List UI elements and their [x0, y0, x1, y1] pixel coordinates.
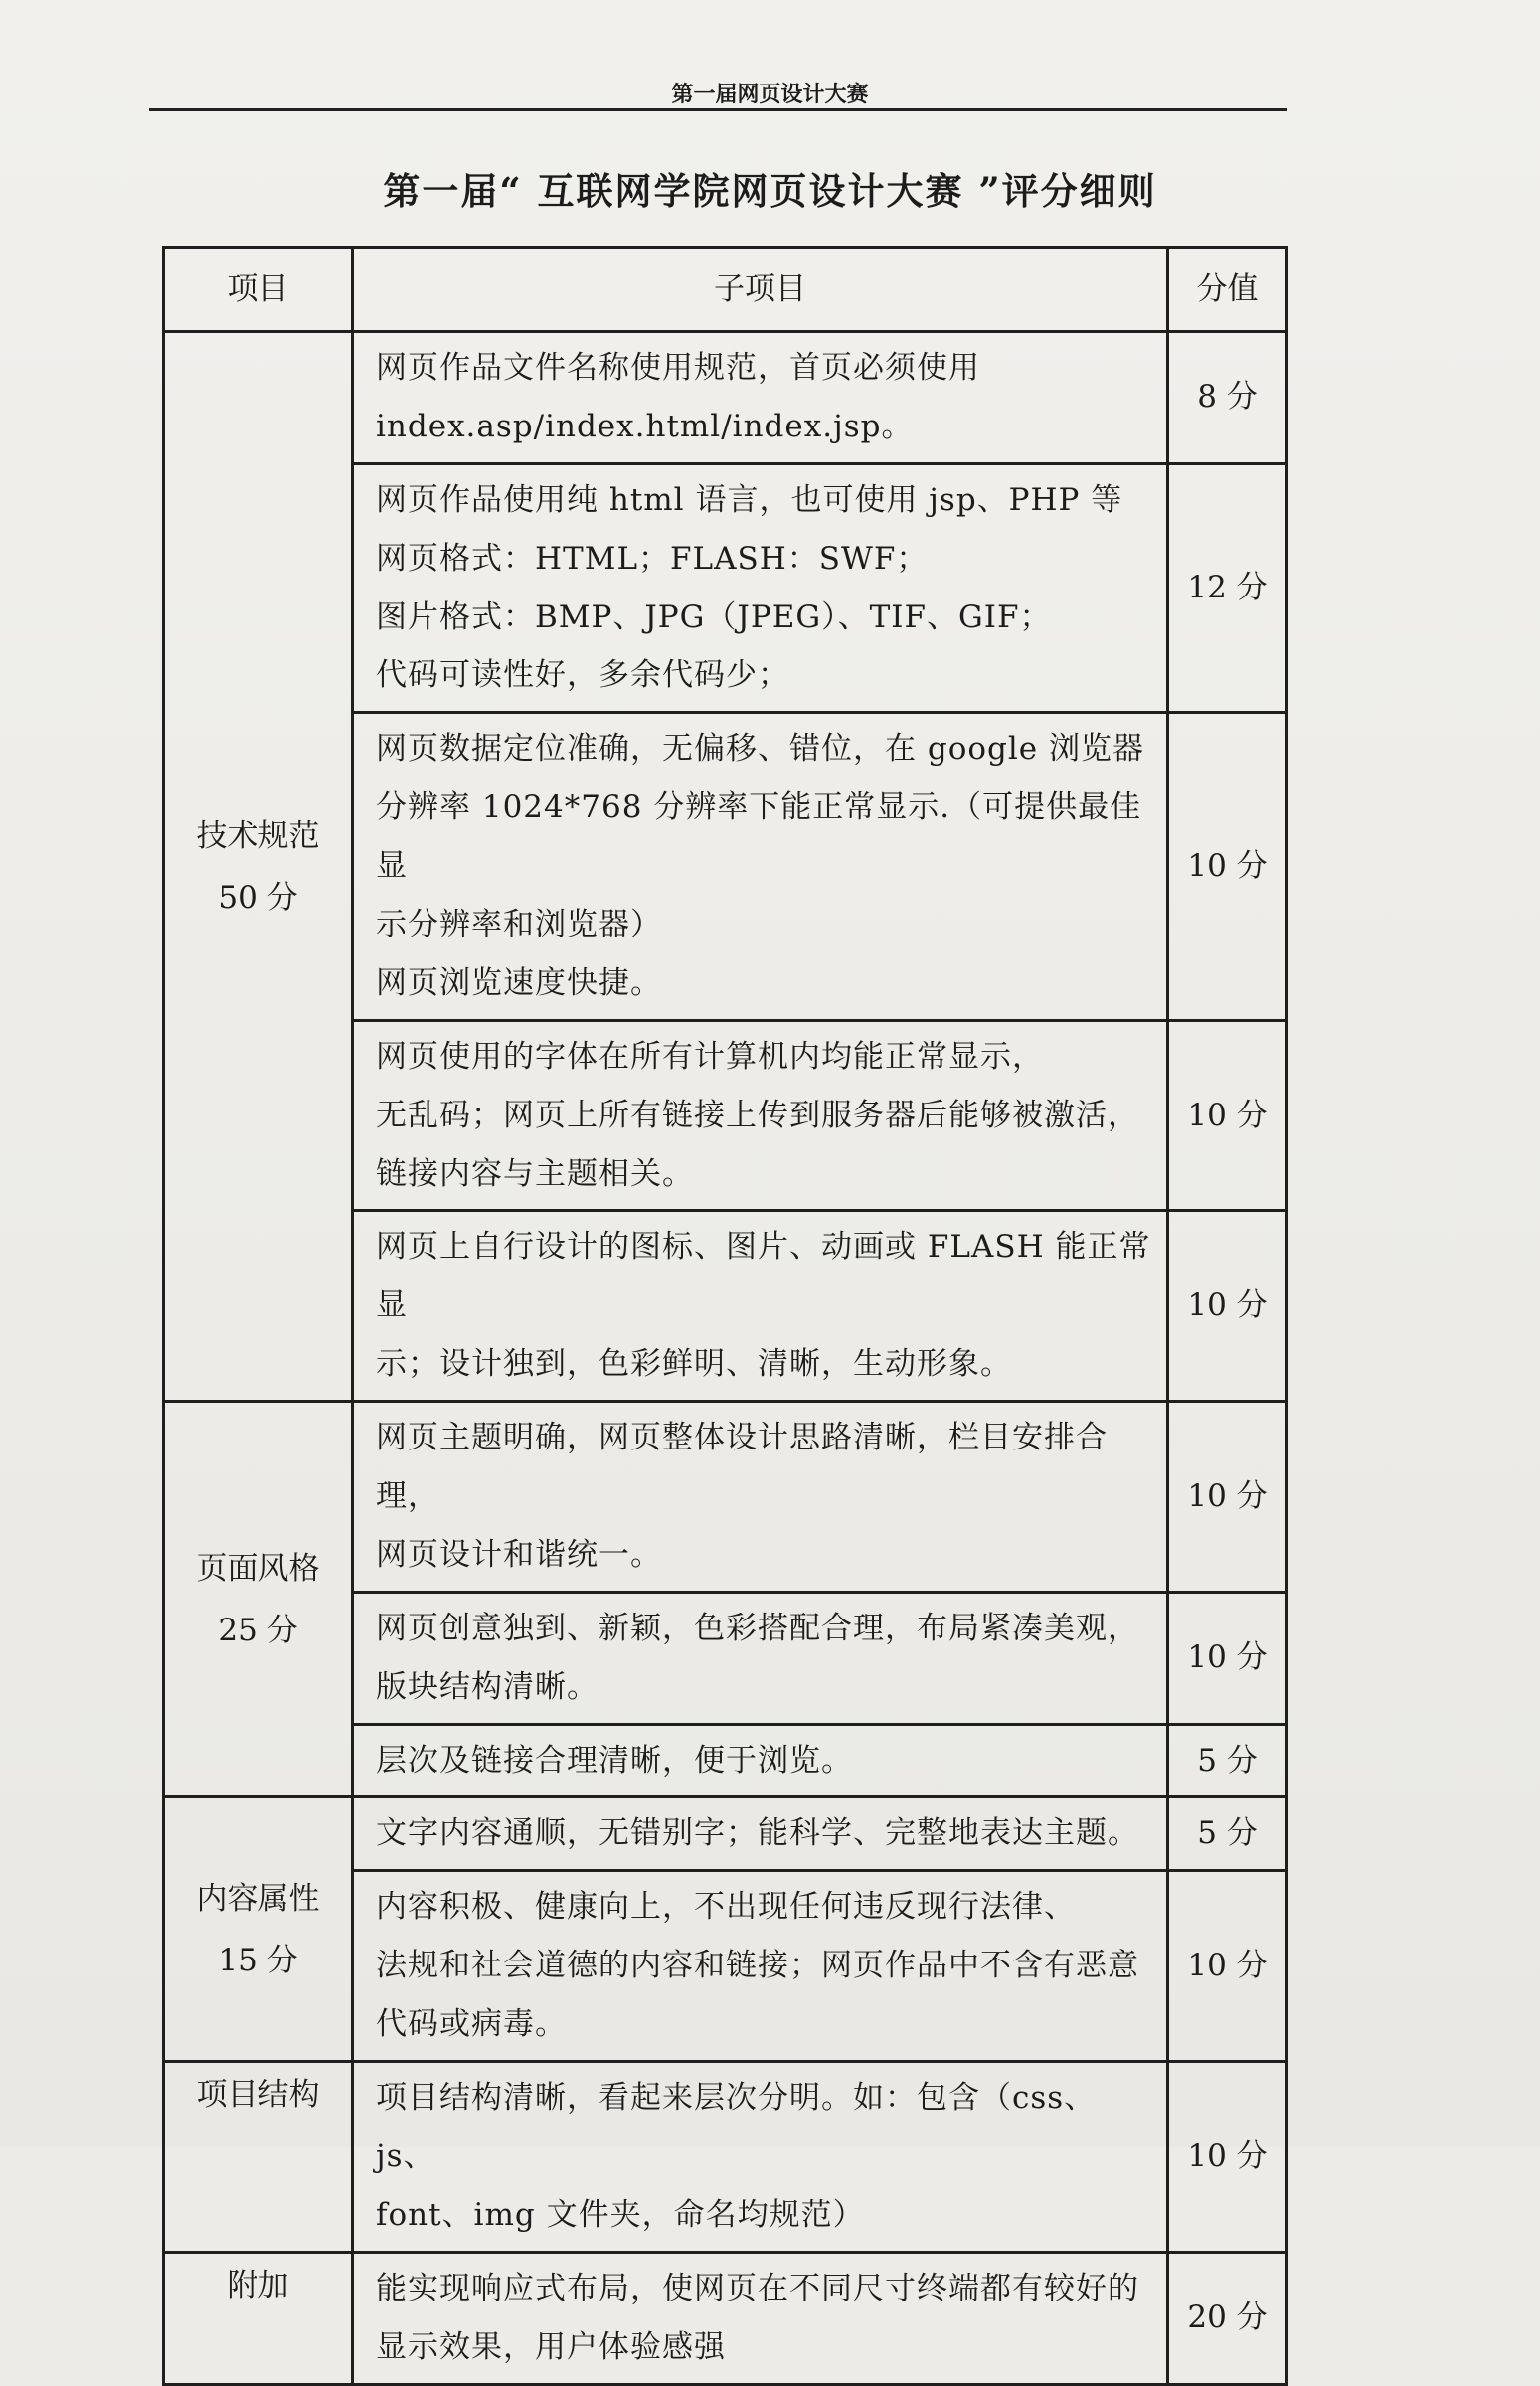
column-header-score: 分值 [1168, 248, 1287, 332]
subitem-text-line: 法规和社会道德的内容和链接；网页作品中不含有恶意 [376, 1948, 1139, 1984]
subitem-text-line: 能实现响应式布局，使网页在不同尺寸终端都有较好的 [376, 2270, 1139, 2306]
subitem-text-line: 无乱码；网页上所有链接上传到服务器后能够被激活， [376, 1097, 1139, 1133]
score-cell: 10 分 [1168, 1871, 1287, 2062]
table-header [164, 248, 1287, 332]
subitem-text-line: 版块结构清晰。 [376, 1668, 599, 1705]
header-rule [149, 108, 1287, 111]
subitem-text-line: 网页设计和谐统一。 [376, 1536, 662, 1573]
subitem-cell [353, 463, 1168, 713]
subitem-cell [353, 1211, 1168, 1402]
score-cell: 20 分 [1168, 2252, 1287, 2384]
document-title: 第一届“ 互联网学院网页设计大赛 ”评分细则 [383, 169, 1157, 213]
category-name: 页面风格 [196, 1550, 320, 1587]
subitem-text-line: 层次及链接合理清晰，便于浏览。 [376, 1742, 853, 1779]
score-cell: 5 分 [1168, 1797, 1287, 1871]
table-row [164, 1797, 1287, 1871]
subitem-cell [353, 332, 1168, 464]
column-header-subitem: 子项目 [353, 248, 1168, 332]
table-row [164, 2062, 1287, 2253]
table-header-row [164, 248, 1287, 332]
subitem-cell [353, 1797, 1168, 1871]
category-cell [164, 332, 353, 1402]
category-points: 25 分 [218, 1612, 298, 1648]
score-cell: 10 分 [1168, 1211, 1287, 1402]
subitem-text-line: 网页数据定位准确，无偏移、错位，在 google 浏览器 [376, 731, 1144, 767]
subitem-text-line: 代码可读性好，多余代码少； [376, 657, 789, 694]
subitem-text-line: 网页作品使用纯 html 语言，也可使用 jsp、PHP 等 [376, 481, 1123, 518]
scoring-table [162, 246, 1288, 2386]
score-cell: 10 分 [1168, 1020, 1287, 1211]
subitem-text-line: 链接内容与主题相关。 [376, 1155, 694, 1192]
subitem-text-line: 项目结构清晰，看起来层次分明。如：包含（css、js、 [376, 2080, 1097, 2174]
category-points: 15 分 [218, 1942, 298, 1978]
category-cell [164, 2252, 353, 2384]
category-cell [164, 1797, 353, 2062]
subitem-cell [353, 713, 1168, 1020]
subitem-text-line: 网页使用的字体在所有计算机内均能正常显示， [376, 1038, 1044, 1075]
subitem-cell [353, 1724, 1168, 1797]
subitem-text-line: 示分辨率和浏览器） [376, 907, 662, 943]
score-cell: 10 分 [1168, 2062, 1287, 2253]
subitem-cell [353, 1592, 1168, 1724]
subitem-text-line: 图片格式：BMP、JPG（JPEG）、TIF、GIF； [376, 598, 1052, 635]
subitem-text-line: 代码或病毒。 [376, 2006, 567, 2043]
subitem-text-line: 分辨率 1024*768 分辨率下能正常显示.（可提供最佳显 [376, 789, 1142, 885]
subitem-text-line: 网页主题明确，网页整体设计思路清晰，栏目安排合理， [376, 1420, 1108, 1515]
table-row [164, 2252, 1287, 2384]
subitem-text-line: 网页上自行设计的图标、图片、动画或 FLASH 能正常显 [376, 1229, 1151, 1324]
subitem-text-line: 网页格式：HTML；FLASH：SWF； [376, 540, 929, 577]
running-header: 第一届网页设计大赛 [671, 83, 869, 107]
subitem-text-line: index.asp/index.html/index.jsp。 [376, 408, 914, 444]
score-cell: 10 分 [1168, 1592, 1287, 1724]
category-name: 技术规范 [196, 817, 320, 854]
subitem-cell [353, 2062, 1168, 2253]
subitem-text-line: 网页创意独到、新颖，色彩搭配合理，布局紧凑美观， [376, 1610, 1139, 1646]
subitem-cell [353, 1871, 1168, 2062]
score-cell: 10 分 [1168, 1402, 1287, 1593]
category-cell [164, 1402, 353, 1797]
subitem-cell [353, 1020, 1168, 1211]
table-row [164, 332, 1287, 464]
subitem-text-line: 文字内容通顺，无错别字；能科学、完整地表达主题。 [376, 1815, 1139, 1852]
column-header-item: 项目 [164, 248, 353, 332]
category-cell [164, 2062, 353, 2253]
category-name: 内容属性 [196, 1880, 320, 1917]
score-cell: 5 分 [1168, 1724, 1287, 1797]
score-cell: 10 分 [1168, 713, 1287, 1020]
subitem-text-line: 网页浏览速度快捷。 [376, 964, 662, 1001]
subitem-cell [353, 2252, 1168, 2384]
score-cell: 12 分 [1168, 463, 1287, 713]
subitem-text-line: 显示效果，用户体验感强 [376, 2328, 726, 2365]
subitem-text-line: 示；设计独到，色彩鲜明、清晰，生动形象。 [376, 1346, 1012, 1383]
subitem-text-line: font、img 文件夹，命名均规范） [376, 2196, 865, 2233]
table-body [164, 332, 1287, 2385]
category-name: 附加 [227, 2267, 289, 2303]
subitem-cell [353, 1402, 1168, 1593]
category-name: 项目结构 [196, 2077, 320, 2114]
table-row [164, 1402, 1287, 1593]
subitem-text-line: 内容积极、健康向上，不出现任何违反现行法律、 [376, 1889, 1076, 1926]
subitem-text-line: 网页作品文件名称使用规范，首页必须使用 [376, 350, 980, 386]
score-cell: 8 分 [1168, 332, 1287, 464]
category-points: 50 分 [218, 879, 298, 916]
